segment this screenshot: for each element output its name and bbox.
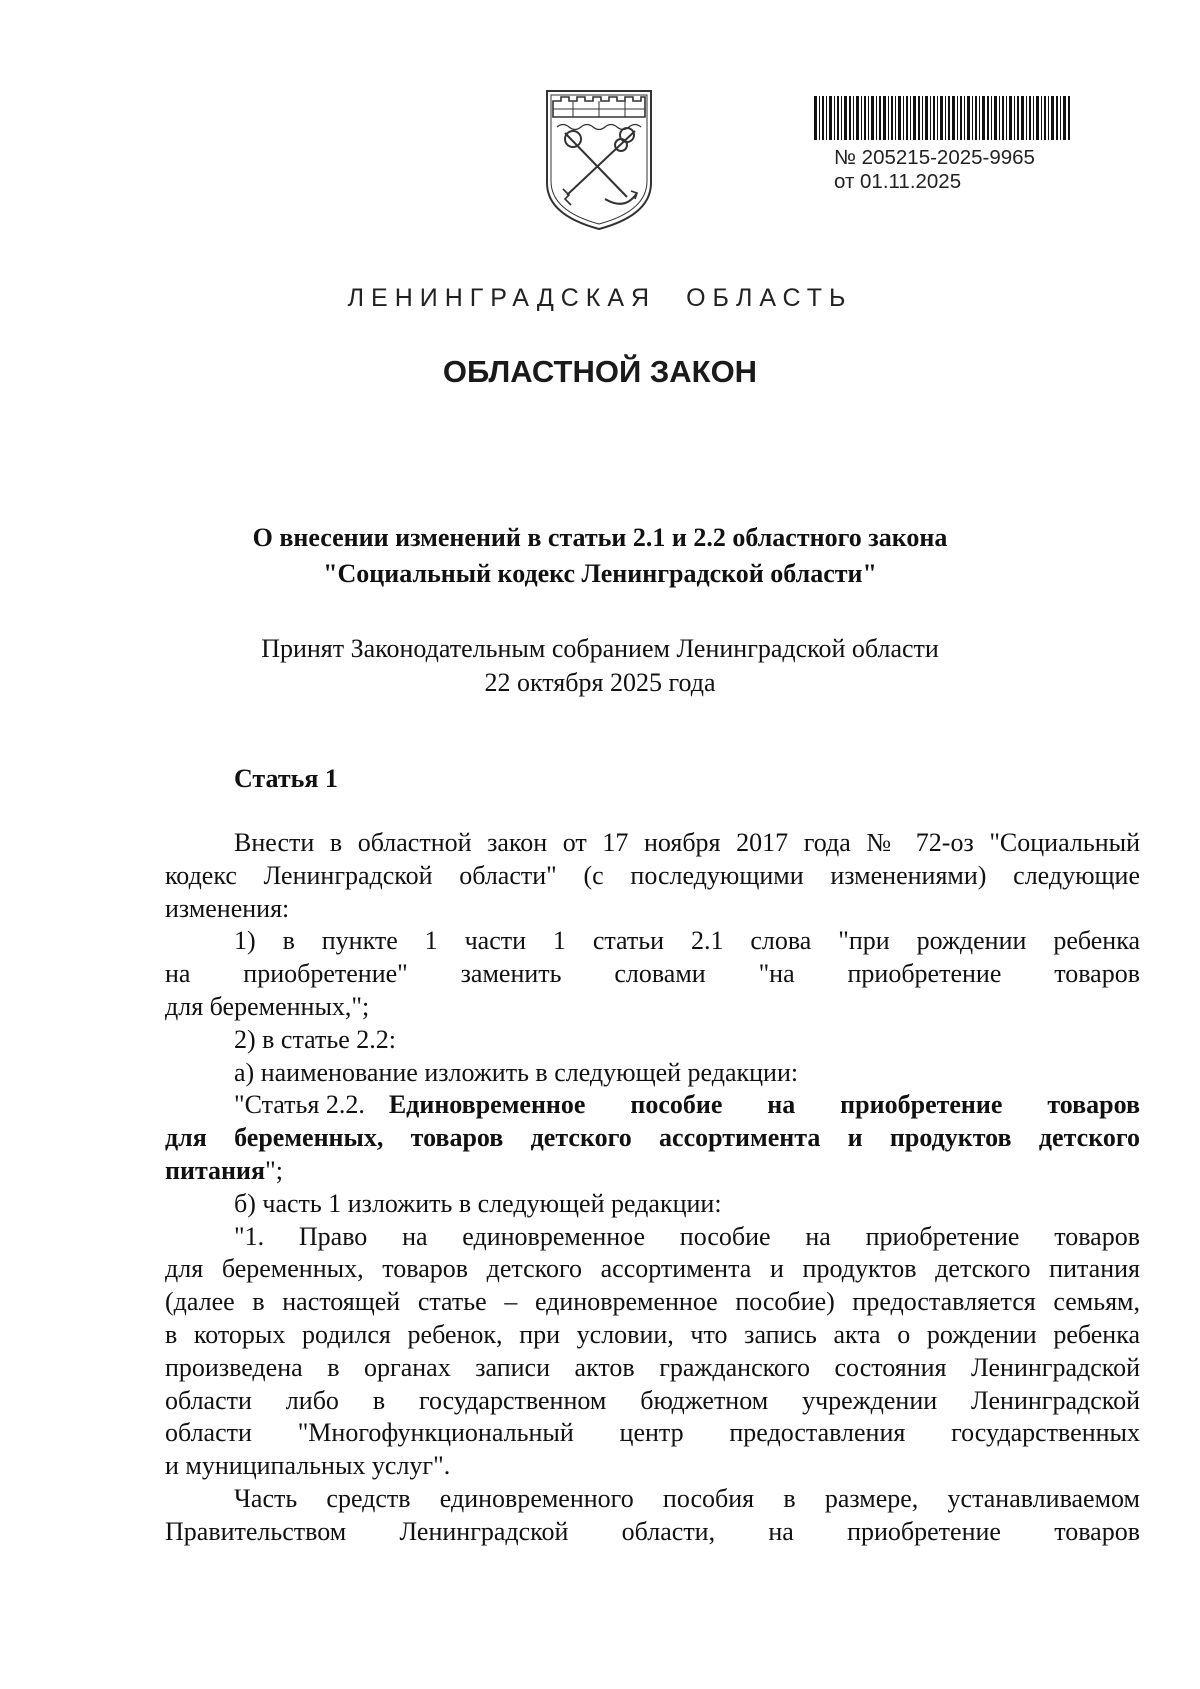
article-ref: "Статья 2.2. <box>234 1090 365 1120</box>
article-body <box>165 827 1140 1549</box>
body-line: для беременных, товаров детского ассортимента и продуктов детского <box>165 1123 1140 1153</box>
body-line: на приобретение" заменить словами "на приобретение товаров <box>165 959 1140 989</box>
body-line: Часть средств единовременного пособия в размере, устанавливаемом <box>234 1483 1140 1513</box>
adoption-note <box>0 632 1200 700</box>
coat-of-arms-emblem <box>543 87 655 232</box>
article-heading: Статья 1 <box>234 764 338 793</box>
body-line: 2) в статье 2.2: <box>234 1024 397 1054</box>
body-line: в которых родился ребенок, при условии, что запись акта о рождении ребенка <box>165 1319 1140 1349</box>
body-line: и муниципальных услуг". <box>165 1451 451 1481</box>
registration-date: от 01.11.2025 <box>834 170 962 193</box>
body-line: области "Многофункциональный центр предоставления государственных <box>165 1418 1140 1448</box>
body-line: Внести в областной закон от 17 ноября 2017 года № 72-оз "Социальный <box>234 828 1140 857</box>
body-line: б) часть 1 изложить в следующей редакции: <box>234 1188 722 1218</box>
body-line: кодекс Ленинградской области" (с последующими изменениями) следующие <box>165 860 1140 890</box>
document-type: ОБЛАСТНОЙ ЗАКОН <box>442 354 758 389</box>
body-line <box>165 1089 1140 1122</box>
body-line: для беременных, товаров детского ассортимента и продуктов детского питания <box>165 1254 1140 1284</box>
body-line: области либо в государственном бюджетном учреждении Ленинградской <box>165 1385 1140 1415</box>
law-title-line-2: "Социальный кодекс Ленинградской области" <box>323 559 877 588</box>
body-line: Правительством Ленинградской области, на приобретение товаров <box>165 1516 1140 1546</box>
body-line: 1) в пункте 1 части 1 статьи 2.1 слова "при рождении ребенка <box>234 926 1140 956</box>
body-line: произведена в органах записи актов гражданского состояния Ленинградской <box>165 1352 1140 1382</box>
adoption-date: 22 октября 2025 года <box>484 668 716 697</box>
region-name <box>0 284 1200 313</box>
law-title-line-1: О внесении изменений в статьи 2.1 и 2.2 областного закона <box>252 523 948 552</box>
quote-end: "; <box>265 1155 283 1185</box>
region-word-1: ЛЕНИНГРАДСКАЯ <box>347 284 657 312</box>
registration-number: № 205215-2025-9965 <box>834 146 1035 169</box>
body-line <box>165 1155 1140 1188</box>
registration-barcode <box>814 96 1070 140</box>
article-new-title: Единовременное пособие на приобретение товаров <box>388 1090 1140 1120</box>
adoption-line-1: Принят Законодательным собранием Ленинградской области <box>261 634 939 663</box>
body-line: (далее в настоящей статье – единовременное пособие) предоставляется семьям, <box>165 1287 1140 1317</box>
body-line: изменения: <box>165 893 290 923</box>
law-title <box>0 520 1200 592</box>
article-new-title-end: питания <box>165 1155 266 1185</box>
body-line: а) наименование изложить в следующей редакции: <box>234 1057 799 1087</box>
region-word-2: ОБЛАСТЬ <box>686 284 853 312</box>
body-line: для беременных,"; <box>165 991 370 1021</box>
body-line: "1. Право на единовременное пособие на приобретение товаров <box>234 1221 1140 1251</box>
registration-info <box>834 146 1035 194</box>
